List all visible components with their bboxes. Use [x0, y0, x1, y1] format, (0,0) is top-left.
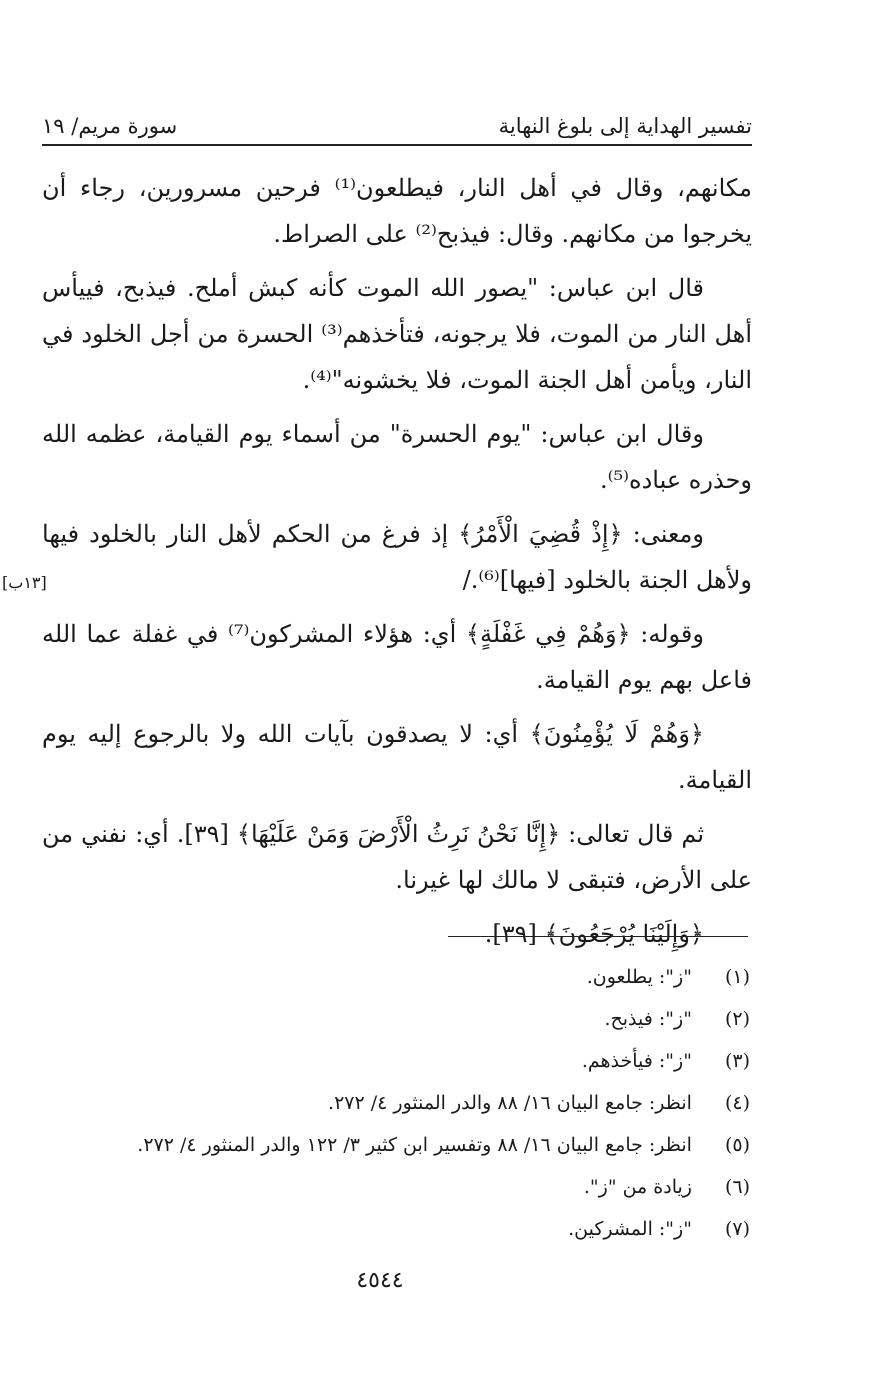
footnote-number: (٥) — [724, 1134, 750, 1156]
footnote-item — [100, 1210, 750, 1252]
paragraph: وقوله: ﴿وَهُمْ فِي غَفْلَةٍ﴾ أي: هؤلاء المشركون⁽⁷⁾ في غفلة عما الله فاعل بهم يوم القيامة. — [42, 620, 752, 694]
footnote-text: "ز": المشركين. — [568, 1218, 692, 1240]
footnote-text: "ز": فيأخذهم. — [581, 1050, 692, 1072]
book-title: تفسير الهداية إلى بلوغ النهاية — [498, 114, 752, 138]
footnotes — [100, 958, 750, 1252]
footnote-item — [100, 1084, 750, 1126]
paragraph: ﴿وَإِلَيْنَا يُرْجَعُونَ﴾ [٣٩]. — [484, 920, 704, 948]
main-text — [42, 165, 752, 965]
footnote-number: (١) — [724, 966, 750, 988]
footnote-item — [100, 1126, 750, 1168]
footnote-item — [100, 1168, 750, 1210]
paragraph: قال ابن عباس: "يصور الله الموت كأنه كبش أملح. فيذبح، فييأس أهل النار من الموت، فلا يرجونه، فتأخذهم⁽³⁾ الحسرة من أجل الخلود في النار، ويأمن أهل الجنة الموت، فلا يخشونه"⁽⁴⁾. — [42, 274, 753, 394]
footnote-item — [100, 1000, 750, 1042]
paragraph: وقال ابن عباس: "يوم الحسرة" من أسماء يوم القيامة، عظمه الله وحذره عباده⁽⁵⁾. — [42, 420, 752, 494]
footnote-text: "ز": فيذبح. — [604, 1008, 692, 1030]
footnote-text: انظر: جامع البيان ١٦/ ٨٨ والدر المنثور ٤/ ٢٧٢. — [328, 1092, 692, 1114]
footnote-number: (٢) — [724, 1008, 750, 1030]
footnote-number: (٣) — [724, 1050, 750, 1072]
footnote-item — [100, 958, 750, 1000]
footnote-text: زيادة من "ز". — [583, 1176, 692, 1198]
manuscript-margin-reference: [١٣ب] — [2, 573, 47, 592]
footnote-text: انظر: جامع البيان ١٦/ ٨٨ وتفسير ابن كثير ٣/ ١٢٢ والدر المنثور ٤/ ٢٧٢. — [137, 1134, 692, 1156]
paragraph: ومعنى: ﴿إِذْ قُضِيَ الْأَمْرُ﴾ إذ فرغ من الحكم لأهل النار بالخلود فيها ولأهل الجنة بالخلود [فيها]⁽⁶⁾./ — [42, 520, 752, 594]
footnote-number: (٤) — [724, 1092, 750, 1114]
page-number: ٤٥٤٤ — [356, 1268, 404, 1293]
footnote-text: "ز": يطلعون. — [586, 966, 692, 988]
surah-label: سورة مريم/ ١٩ — [42, 114, 178, 138]
footnote-number: (٧) — [724, 1218, 750, 1240]
footnote-item — [100, 1042, 750, 1084]
paragraph: ثم قال تعالى: ﴿إِنَّا نَحْنُ نَرِثُ الْأَرْضَ وَمَنْ عَلَيْهَا﴾ [٣٩]. أي: نفني من على الأرض، فتبقى لا مالك لها غيرنا. — [42, 820, 752, 894]
running-header — [42, 108, 752, 146]
paragraph: مكانهم، وقال في أهل النار، فيطلعون⁽¹⁾ فرحين مسرورين، رجاء أن يخرجوا من مكانهم. وقال: فيذبح⁽²⁾ على الصراط. — [42, 174, 753, 248]
paragraph: ﴿وَهُمْ لَا يُؤْمِنُونَ﴾ أي: لا يصدقون بآيات الله ولا بالرجوع إليه يوم القيامة. — [42, 720, 752, 794]
footnote-divider — [448, 936, 748, 937]
footnote-number: (٦) — [724, 1176, 750, 1198]
